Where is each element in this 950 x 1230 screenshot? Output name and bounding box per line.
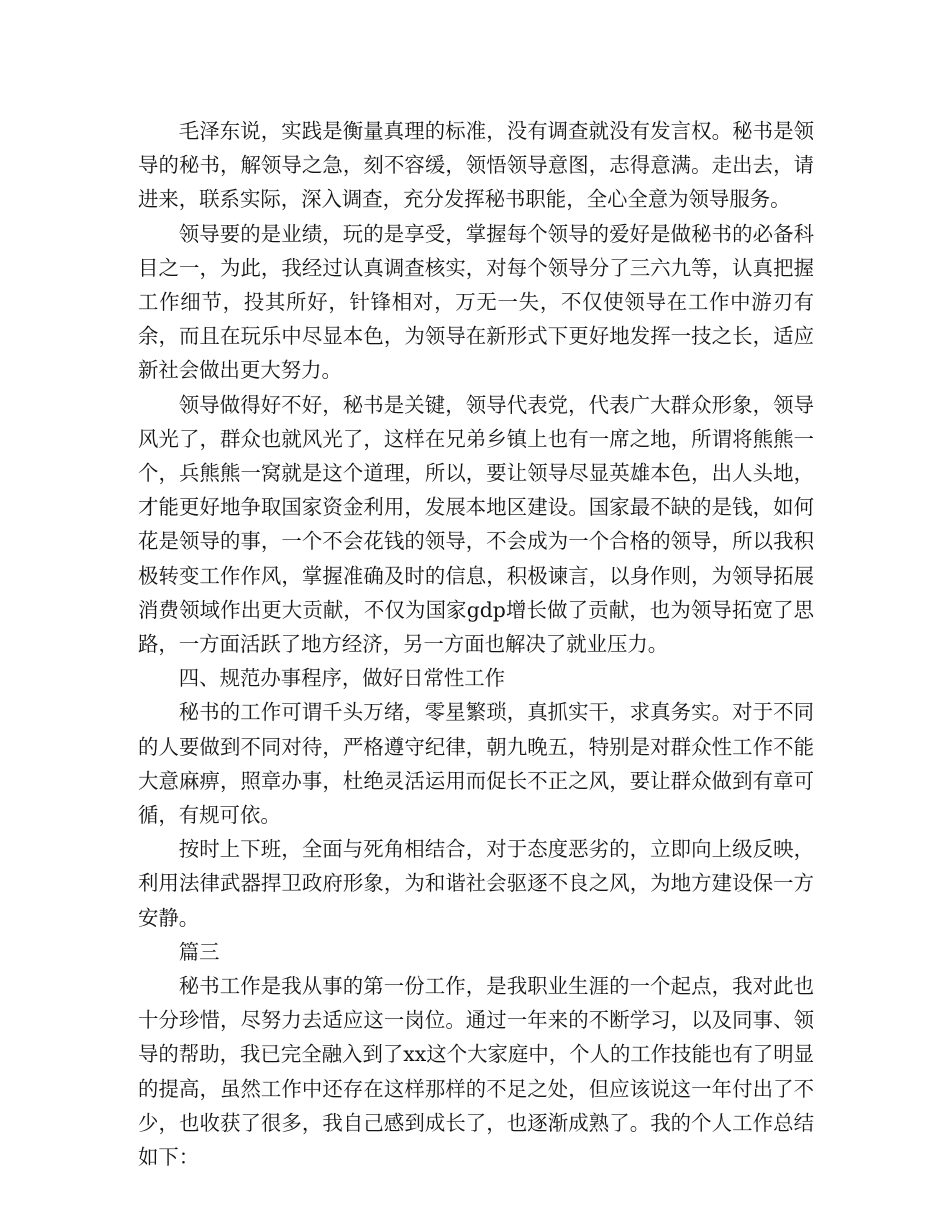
paragraph-first-job: 秘书工作是我从事的第一份工作，是我职业生涯的一个起点，我对此也十分珍惜，尽努力去适应这一岗位。通过一年来的不断学习，以及同事、领导的帮助，我已完全融入到了xx这个大家庭中，个人的工作技能也有了明显的提高，虽然工作中还存在这样那样的不足之处，但应该说这一年付出了不少，也收获了很多，我自己感到成长了，也逐渐成熟了。我的个人工作总结如下： (138, 974, 814, 1170)
section-heading-part-three: 篇三 (178, 939, 220, 964)
section-heading-four: 四、规范办事程序，做好日常性工作 (178, 666, 506, 691)
document-page (138, 114, 814, 1174)
paragraph-mao-quote: 毛泽东说，实践是衡量真理的标准，没有调查就没有发言权。秘书是领导的秘书，解领导之急，刻不容缓，领悟领导意图，志得意满。走出去，请进来，联系实际，深入调查，充分发挥秘书职能，全心全意为领导服务。 (138, 119, 814, 212)
paragraph-secretary-key: 领导做得好不好，秘书是关键，领导代表党，代表广大群众形象，领导风光了，群众也就风光了，这样在兄弟乡镇上也有一席之地，所谓将熊熊一个，兵熊熊一窝就是这个道理，所以，要让领导尽显英雄本色，出人头地，才能更好地争取国家资金利用，发展本地区建设。国家最不缺的是钱，如何花是领导的事，一个不会花钱的领导，不会成为一个合格的领导，所以我积极转变工作作风，掌握准确及时的信息，积极谏言，以身作则，为领导拓展消费领域作出更大贡献，不仅为国家gdp增长做了贡献，也为领导拓宽了思路，一方面活跃了地方经济，另一方面也解决了就业压力。 (138, 392, 814, 657)
paragraph-leader-hobbies: 领导要的是业绩，玩的是享受，掌握每个领导的爱好是做秘书的必备科目之一，为此，我经过认真调查核实，对每个领导分了三六九等，认真把握工作细节，投其所好，针锋相对，万无一失，不仅使领导在工作中游刃有余，而且在玩乐中尽显本色，为领导在新形式下更好地发挥一技之长，适应新社会做出更大努力。 (138, 221, 814, 383)
paragraph-on-time: 按时上下班，全面与死角相结合，对于态度恶劣的，立即向上级反映，利用法律武器捍卫政府形象，为和谐社会驱逐不良之风，为地方建设保一方安静。 (138, 837, 814, 930)
paragraph-daily-work: 秘书的工作可谓千头万绪，零星繁琐，真抓实干，求真务实。对于不同的人要做到不同对待，严格遵守纪律，朝九晚五，特别是对群众性工作不能大意麻痹，照章办事，杜绝灵活运用而促长不正之风，要让群众做到有章可循，有规可依。 (138, 700, 814, 828)
